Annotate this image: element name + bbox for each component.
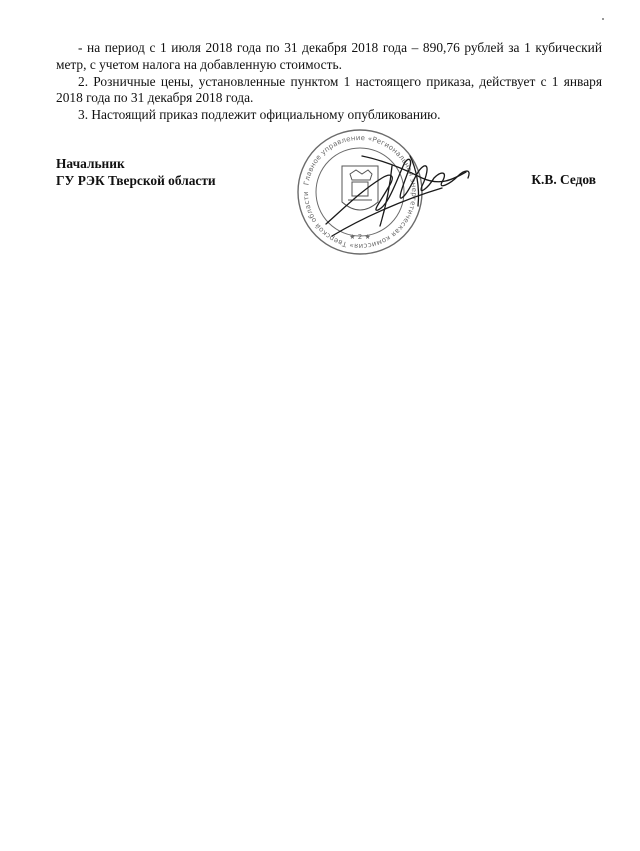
scan-speck xyxy=(602,18,604,20)
official-stamp xyxy=(292,126,492,256)
stamp-number: ★ 2 ★ xyxy=(349,233,371,241)
coat-of-arms-icon xyxy=(342,166,378,210)
position-title: Начальник xyxy=(56,156,125,171)
signatory-position xyxy=(56,156,216,190)
stamp-ring-text: Главное управление «Региональная энергетическая комиссия» Тверской области xyxy=(301,133,419,251)
document-body xyxy=(56,40,602,124)
stamp-seal-icon xyxy=(292,126,492,256)
paragraph-retail-prices: 2. Розничные цены, установленные пунктом 1 настоящего приказа, действует с 1 января 2018 года по 31 декабря 2018 года. xyxy=(56,73,602,106)
paragraph-publication: 3. Настоящий приказ подлежит официальному опубликованию. xyxy=(78,107,441,123)
organization-name: ГУ РЭК Тверской области xyxy=(56,172,216,188)
paragraph-period: - на период с 1 июля 2018 года по 31 декабря 2018 года – 890,76 рублей за 1 кубический метр, с учетом налога на добавленную стоимость. xyxy=(56,40,602,72)
handwritten-signature-icon xyxy=(326,156,469,236)
signatory-name: К.В. Седов xyxy=(531,172,596,187)
